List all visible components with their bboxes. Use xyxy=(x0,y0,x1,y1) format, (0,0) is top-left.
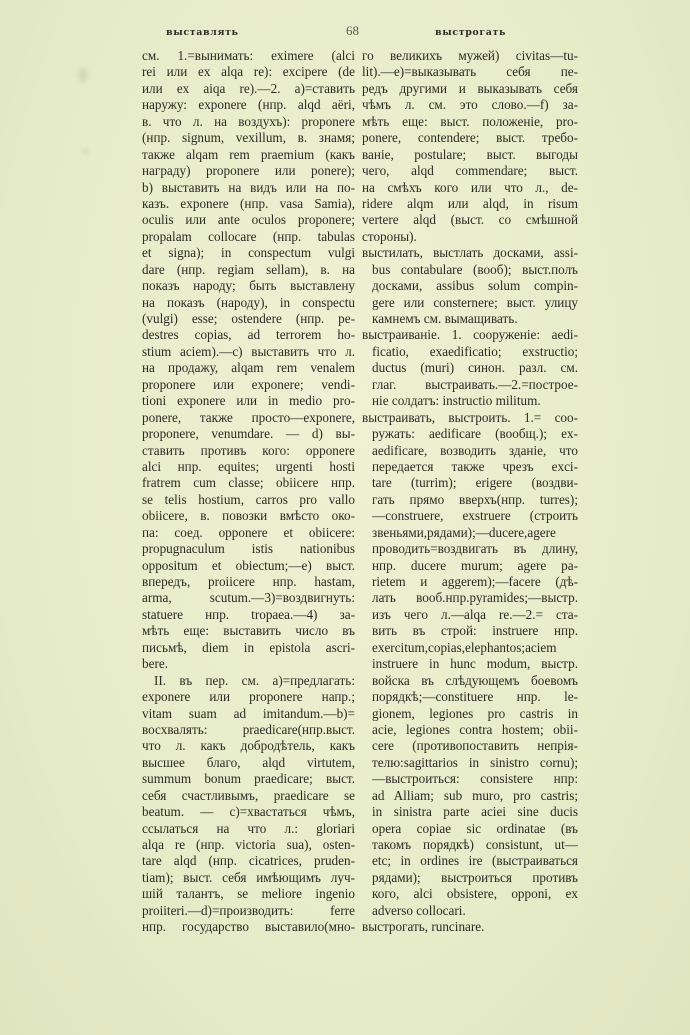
text-line: opera copiae sic ordinatae (въ xyxy=(372,820,578,836)
text-line: lit).—e)=выказывать себя пе- xyxy=(362,64,578,80)
text-line: dare (нпр. regiam sellam), в. на xyxy=(142,261,355,277)
text-line: мѣть еще: выст. положеніе, pro- xyxy=(362,113,578,129)
text-line: нпр. государство выставило(мно- xyxy=(142,919,355,935)
text-line: чего, alqd commendare; выст. xyxy=(362,163,578,179)
text-line: мѣть еще: выставить число въ xyxy=(142,623,355,639)
text-line: gionem, legiones pro castris in xyxy=(372,705,578,721)
text-line: bere. xyxy=(142,656,168,672)
text-line: передается также чрезъ exci- xyxy=(372,458,578,474)
entry-headword-line: выстрогать, runcinare. xyxy=(362,919,485,935)
text-line: ссылаться на что л.: gloriari xyxy=(142,820,355,836)
text-line: propalam collocare (нпр. tabulas xyxy=(142,228,355,244)
text-line: destres copias, ad terrorem ho- xyxy=(142,327,355,343)
text-line: гать прямо вверхъ(нпр. turres); xyxy=(372,491,578,507)
right-column xyxy=(362,48,578,936)
text-line: ductus (muri) синон. разл. см. xyxy=(372,360,578,376)
text-line: tare alqd (нпр. cicatrices, pruden- xyxy=(142,853,355,869)
text-line: ponere, contendere; выст. требо- xyxy=(362,130,578,146)
entry-headword-line: выстраивать, выстроить. 1.= соо- xyxy=(362,409,578,425)
text-line: чѣмъ л. см. это слово.—f) за- xyxy=(362,97,578,113)
text-line: exercitum,copias,elephantos;aciem xyxy=(372,639,557,655)
text-line: казъ. exponere (нпр. vasa Samia), xyxy=(142,195,355,211)
text-line: ваніе, postulare; выст. выгоды xyxy=(362,146,578,162)
text-line: exponere или proponere напр.; xyxy=(142,689,355,705)
text-line: proponere, venumdare. — d) вы- xyxy=(142,426,355,442)
text-line: что л. какъ добродѣтель, какъ xyxy=(142,738,355,754)
text-line: alqa re (нпр. victoria sua), osten- xyxy=(142,837,355,852)
paper-stain xyxy=(82,148,88,154)
text-line: награду) proponere или ponere); xyxy=(142,163,355,179)
text-line: beatum. — c)=хвастаться чѣмъ, xyxy=(142,804,355,820)
text-line: в. что л. на воздухъ): proponere xyxy=(142,113,355,129)
text-line: досками, assibus solum compin- xyxy=(372,278,578,294)
text-line: ружать: aedificare (вообщ.); ex- xyxy=(372,426,578,442)
text-line: такомъ порядкѣ) consistunt, ut— xyxy=(372,837,578,852)
text-line: statuere нпр. tropaea.—4) за- xyxy=(142,606,355,622)
text-line: войска въ слѣдующемъ боевомъ xyxy=(372,672,578,688)
text-line: propugnaculum istis nationibus xyxy=(142,541,355,557)
text-line: также alqam rem praemium (какъ xyxy=(142,146,355,162)
text-line: fratrem cum classe; obiicere нпр. xyxy=(142,475,355,491)
text-line: proiiteri.—d)=производить: ferre xyxy=(142,902,355,918)
paper-stain xyxy=(78,68,88,82)
running-head xyxy=(0,23,690,43)
text-line: vertere alqd (выст. со смѣшной xyxy=(362,212,578,228)
text-line: —construere, exstruere (строить xyxy=(372,508,578,524)
text-line: oculis или ante oculos proponere; xyxy=(142,212,355,228)
text-line: стороны). xyxy=(362,228,417,244)
text-line: vitam suam ad imitandum.—b)= xyxy=(142,705,355,721)
text-line: глаг. выстраивать.—2.=построе- xyxy=(372,376,578,392)
text-line: телю:sagittarios in sinistro cornu); xyxy=(372,754,578,770)
text-line: tare (turrim); erigere (воздви- xyxy=(372,475,578,491)
text-line: па: соед. opponere et obiicere: xyxy=(142,524,355,540)
text-line: ponere, также просто—exponere, xyxy=(142,409,355,425)
text-line: instruere in hunc modum, выстр. xyxy=(372,656,578,672)
text-line: stium aciem).—c) выставить что л. xyxy=(142,343,355,359)
text-line: obiicere, в. повозки вмѣсто око- xyxy=(142,508,355,524)
text-line: acie, legiones contra hostem; obii- xyxy=(372,721,578,737)
text-line: tioni exponere или in medio pro- xyxy=(142,393,355,409)
text-line: II. въ пер. см. a)=предлагать: xyxy=(154,672,355,688)
text-line: себя счастливымъ, praedicare se xyxy=(142,787,355,803)
text-line: ніе солдатъ: instructio militum. xyxy=(372,393,541,409)
text-line: alci нпр. equites; urgenti hosti xyxy=(142,458,355,474)
text-line: (vulgi) esse; ostendere (нпр. pe- xyxy=(142,311,355,326)
text-line: или ex aiqa re).—2. a)=ставить xyxy=(142,80,355,96)
text-line: etc; in ordines ire (выстраиваться xyxy=(372,853,578,869)
text-line: gere или consternere; выст. улицу xyxy=(372,294,578,310)
text-line: нпр. ducere murum; agere pa- xyxy=(372,557,578,573)
text-line: на показъ (народу), in conspectu xyxy=(142,294,355,310)
text-line: восхвалять: praedicare(нпр.выст. xyxy=(142,721,355,737)
text-line: порядкѣ;—constituere нпр. le- xyxy=(372,689,578,705)
text-line: adverso collocari. xyxy=(372,902,466,918)
left-column xyxy=(142,48,355,936)
text-line: высшее благо, alqd virtutem, xyxy=(142,754,355,770)
text-line: tiam); выст. себя имѣющимъ луч- xyxy=(142,869,355,885)
text-line: et signa); in conspectum vulgi xyxy=(142,245,355,261)
text-line: го великихъ мужей) civitas—tu- xyxy=(362,48,578,63)
text-line: bus contabulare (вооб); выст.полъ xyxy=(372,261,578,277)
text-line: впередъ, proiicere нпр. hastam, xyxy=(142,574,355,589)
text-line: arma, scutum.—3)=воздвигнуть: xyxy=(142,590,355,606)
entry-headword-line: выстраиваніе. 1. сооруженіе: aedi- xyxy=(362,327,578,343)
text-line: на продажу, alqam rem venalem xyxy=(142,360,355,376)
page-number: 68 xyxy=(346,23,359,38)
text-line: rietem и aggerem);—facere (дѣ- xyxy=(372,574,578,589)
text-line: рядами); выстроиться противъ xyxy=(372,869,578,885)
text-line: шій талантъ, se meliore ingenio xyxy=(142,886,355,902)
text-line: редъ другими и выказывать себя xyxy=(362,80,578,96)
text-line: (нпр. signum, vexillum, в. знамя; xyxy=(142,130,355,146)
text-line: ridere alqm или alqd, in risum xyxy=(362,195,578,211)
text-line: камнемъ см. вымащивать. xyxy=(372,311,518,326)
text-line: proponere или exponere; vendi- xyxy=(142,376,355,392)
text-line: проводить=воздвигать въ длину, xyxy=(372,541,578,557)
text-line: ad Alliam; sub muro, pro castris; xyxy=(372,787,578,803)
text-line: ставить противъ кого: opponere xyxy=(142,442,355,458)
text-line: вить въ строй: instruere нпр. xyxy=(372,623,578,639)
text-line: aedificare, возводить зданіе, что xyxy=(372,442,578,458)
text-line: rei или ex alqa re): excipere (de xyxy=(142,64,355,80)
text-line: cere (противопоставить непрія- xyxy=(372,738,578,754)
text-line: se telis hostium, carros pro vallo xyxy=(142,491,355,507)
running-head-left: выставлять xyxy=(166,27,239,38)
text-line: см. 1.=вынимать: eximere (alci xyxy=(142,48,355,63)
text-line: на смѣхъ кого или что л., de- xyxy=(362,179,578,195)
text-line: —выстроиться: consistere нпр: xyxy=(372,771,578,787)
text-line: ficatio, exaedificatio; exstructio; xyxy=(372,343,578,359)
text-line: лать вооб.нпр.pyramides;—выстр. xyxy=(372,590,578,606)
entry-headword-line: выстилать, выстлать досками, assi- xyxy=(362,245,578,261)
text-line: oppositum et obiectum;—e) выст. xyxy=(142,557,355,573)
text-line: изъ чего л.—alqa re.—2.= ста- xyxy=(372,606,578,622)
text-line: звеньями,рядами);—ducere,agere xyxy=(372,524,556,540)
text-line: summum bonum praedicare; выст. xyxy=(142,771,355,787)
text-line: b) выставить на видъ или на по- xyxy=(142,179,355,195)
text-line: кого, alci obsistere, opponi, ex xyxy=(372,886,578,902)
text-line: показъ народу; быть выставлену xyxy=(142,278,355,294)
text-line: наружу: exponere (нпр. alqd aëri, xyxy=(142,97,355,113)
text-line: письмѣ, diem in epistola ascri- xyxy=(142,639,355,655)
running-head-right: выстрогать xyxy=(435,27,507,38)
text-line: in sinistra parte aciei sine ducis xyxy=(372,804,578,820)
